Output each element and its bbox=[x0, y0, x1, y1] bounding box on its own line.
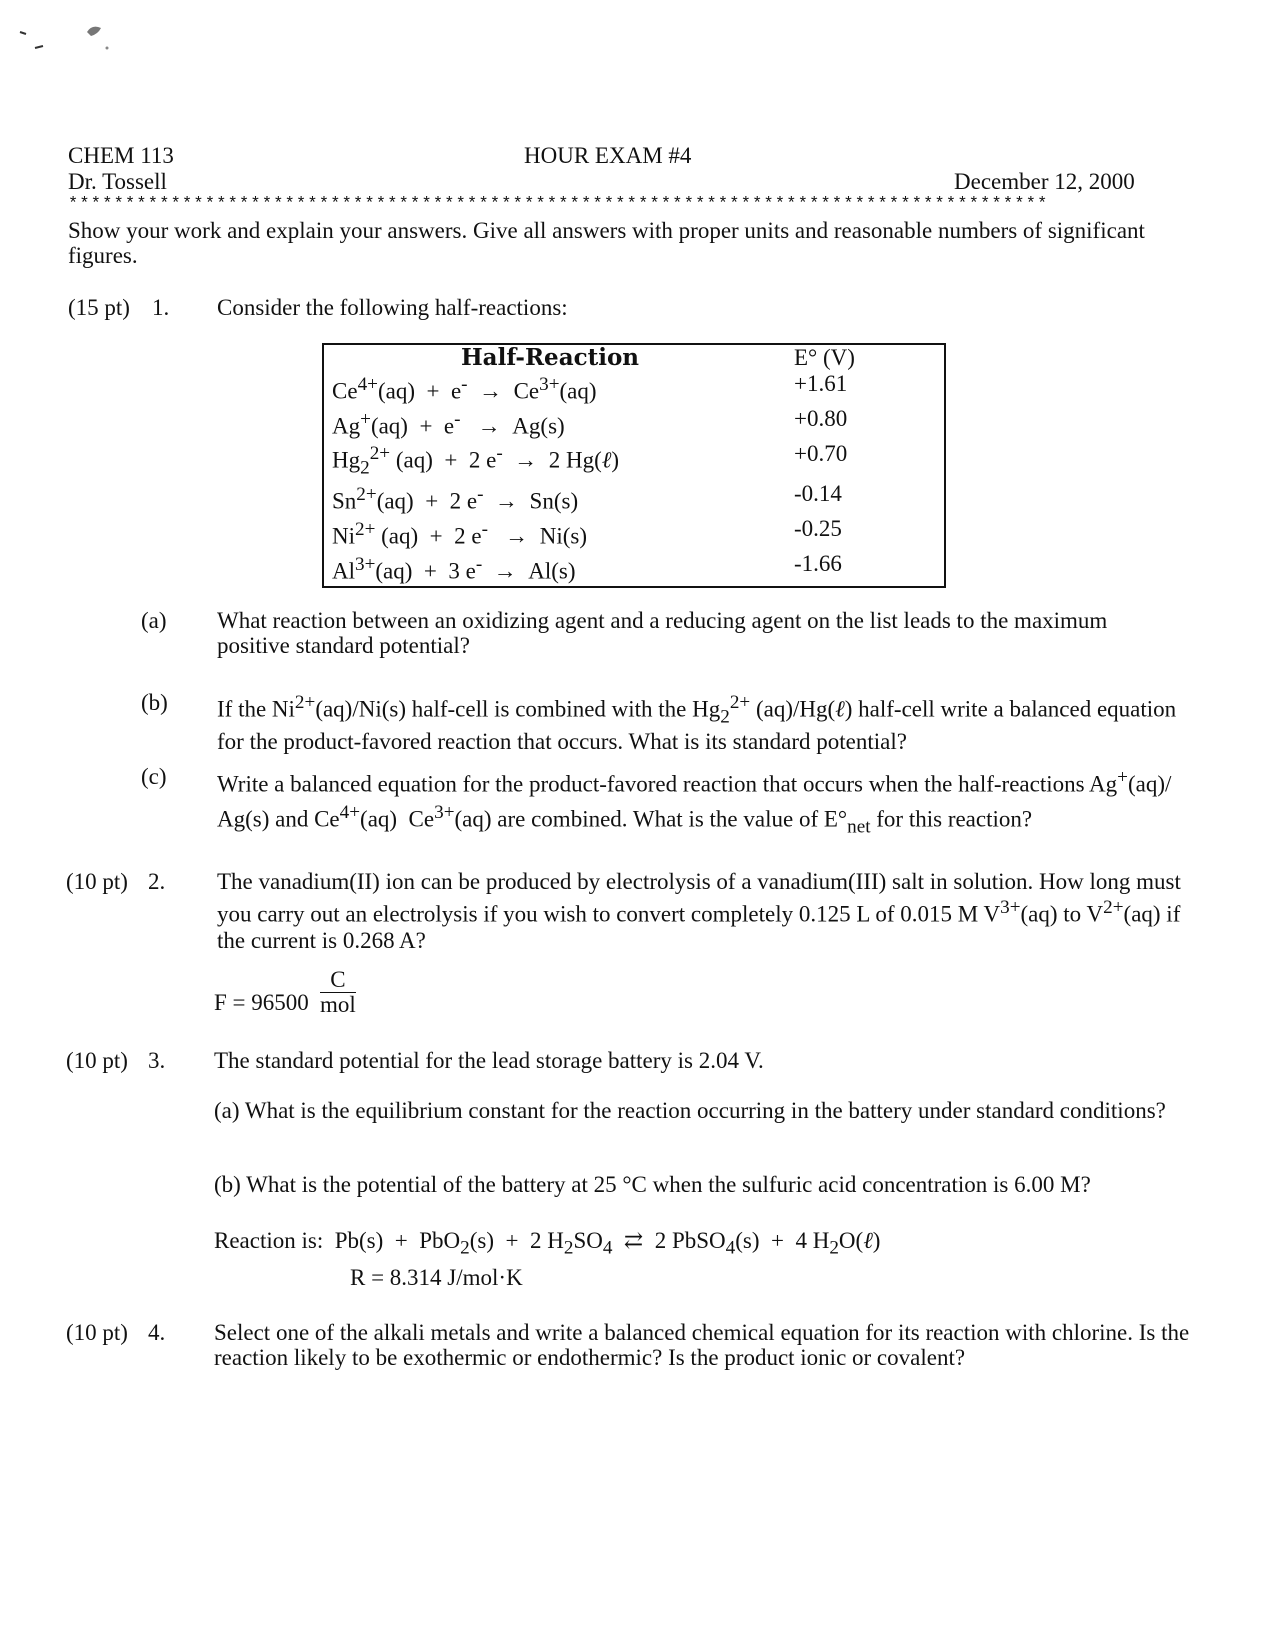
reaction-cell: $Ni^{2+}$ (aq) + 2 e- → Ni(s) bbox=[323, 516, 776, 551]
q1a-label: (a) bbox=[141, 608, 167, 633]
table-row bbox=[323, 406, 945, 441]
potential-cell: +1.61 bbox=[794, 371, 848, 396]
q4-points: (10 pt) bbox=[66, 1320, 128, 1345]
instructor-name: Dr. Tossell bbox=[68, 169, 167, 194]
exam-instructions: Show your work and explain your answers. Give all answers with proper units and reasonable numbers of significant figures. bbox=[68, 218, 1145, 268]
potential-cell: -0.25 bbox=[794, 516, 842, 542]
q1c-text: Write a balanced equation for the product-favored reaction that occurs when the half-reactions Ag+(aq)/ Ag(s) and $Ce^{4+}(aq)$ $Ce^{3+}(aq)$ are combined. What is the value of $E^\circ_{net}$ for this reaction? bbox=[217, 767, 1172, 837]
q2-points: (10 pt) bbox=[66, 869, 128, 894]
q2-number: 2. bbox=[148, 869, 166, 894]
reaction-cell: $Sn^{2+}(aq) + 2$ e- → Sn(s) bbox=[323, 481, 776, 516]
q1b-label: (b) bbox=[141, 690, 168, 715]
reaction-cell: $Ce^{4+}(aq) + e^- \to Ce^{3+}(aq)$ bbox=[323, 371, 776, 406]
q3-number: 3. bbox=[148, 1048, 166, 1073]
exam-date: December 12, 2000 bbox=[954, 169, 1135, 194]
q3a-text: (a) What is the equilibrium constant for the reaction occurring in the battery under standard conditions? bbox=[214, 1098, 1166, 1123]
q1a-text: What reaction between an oxidizing agent and a reducing agent on the list leads to the maximum positive standard potential? bbox=[217, 608, 1108, 658]
q3-reaction: Reaction is: Pb(s) + PbO$_2$(s) + 2 $H_2SO_4$ ⇄ 2 PbSO$_4$(s) + 4 $H_2O(\ell)$ bbox=[214, 1228, 881, 1259]
table-header-potential: E° (V) bbox=[794, 345, 855, 370]
faraday-constant: F = 96500 bbox=[214, 990, 309, 1015]
reaction-cell: $Al^{3+}(aq) + 3$ e- → Al(s) bbox=[323, 551, 776, 587]
potential-cell: +0.70 bbox=[794, 441, 848, 466]
table-row bbox=[323, 551, 945, 587]
faraday-units-numerator: C bbox=[320, 968, 356, 993]
q2-text: The vanadium(II) ion can be produced by electrolysis of a vanadium(III) salt in solution. How long must you carry out an electrolysis if you wish to convert completely 0.125 L of 0.015 M $V^{3+}(aq)$ to $V^{2+}(aq)$ if the current is 0.268 A? bbox=[217, 869, 1181, 953]
table-header-half-reaction: Half-Reaction bbox=[460, 344, 640, 371]
q4-number: 4. bbox=[148, 1320, 166, 1345]
half-reaction-table bbox=[322, 343, 946, 588]
potential-cell: +0.80 bbox=[794, 406, 848, 431]
scan-smudge-mark bbox=[15, 10, 125, 70]
potential-cell: -0.14 bbox=[794, 481, 842, 507]
q3b-text: (b) What is the potential of the battery at 25 °C when the sulfuric acid concentration is 6.00 M? bbox=[214, 1172, 1091, 1197]
q1-points: (15 pt) bbox=[68, 295, 130, 320]
course-code: CHEM 113 bbox=[68, 143, 174, 168]
table-row bbox=[323, 371, 945, 406]
q1-prompt: Consider the following half-reactions: bbox=[217, 295, 568, 320]
potential-cell: -1.66 bbox=[794, 551, 842, 577]
exam-title: HOUR EXAM #4 bbox=[524, 143, 692, 168]
header-divider: ************************************************************************************** bbox=[68, 195, 1049, 214]
q3-points: (10 pt) bbox=[66, 1048, 128, 1073]
gas-constant: R = 8.314 J/mol·K bbox=[350, 1265, 523, 1290]
faraday-units bbox=[320, 968, 356, 1017]
q1c-label: (c) bbox=[141, 764, 167, 789]
reaction-cell: Ag+(aq) + e- → Ag(s) bbox=[323, 406, 776, 441]
q3-text: The standard potential for the lead storage battery is 2.04 V. bbox=[214, 1048, 764, 1073]
table-row bbox=[323, 441, 945, 481]
q1b-text: If the $Ni^{2+}(aq)/Ni(s)$ half-cell is combined with the $Hg_2^{2+}$ (aq)/Hg(ℓ) half-cell write a balanced equation for the product-favored reaction that occurs. What is its standard potential? bbox=[217, 692, 1177, 755]
q1-number: 1. bbox=[152, 295, 170, 320]
table-row bbox=[323, 481, 945, 516]
faraday-units-denominator: mol bbox=[320, 992, 356, 1017]
q4-text: Select one of the alkali metals and write a balanced chemical equation for its reaction with chlorine. Is the reaction likely to be exothermic or endothermic? Is the product ionic or covalent? bbox=[214, 1320, 1190, 1370]
table-row bbox=[323, 516, 945, 551]
reaction-cell: $Hg_2^{2+}$ (aq) + 2 e- → 2 Hg(ℓ) bbox=[323, 441, 776, 481]
